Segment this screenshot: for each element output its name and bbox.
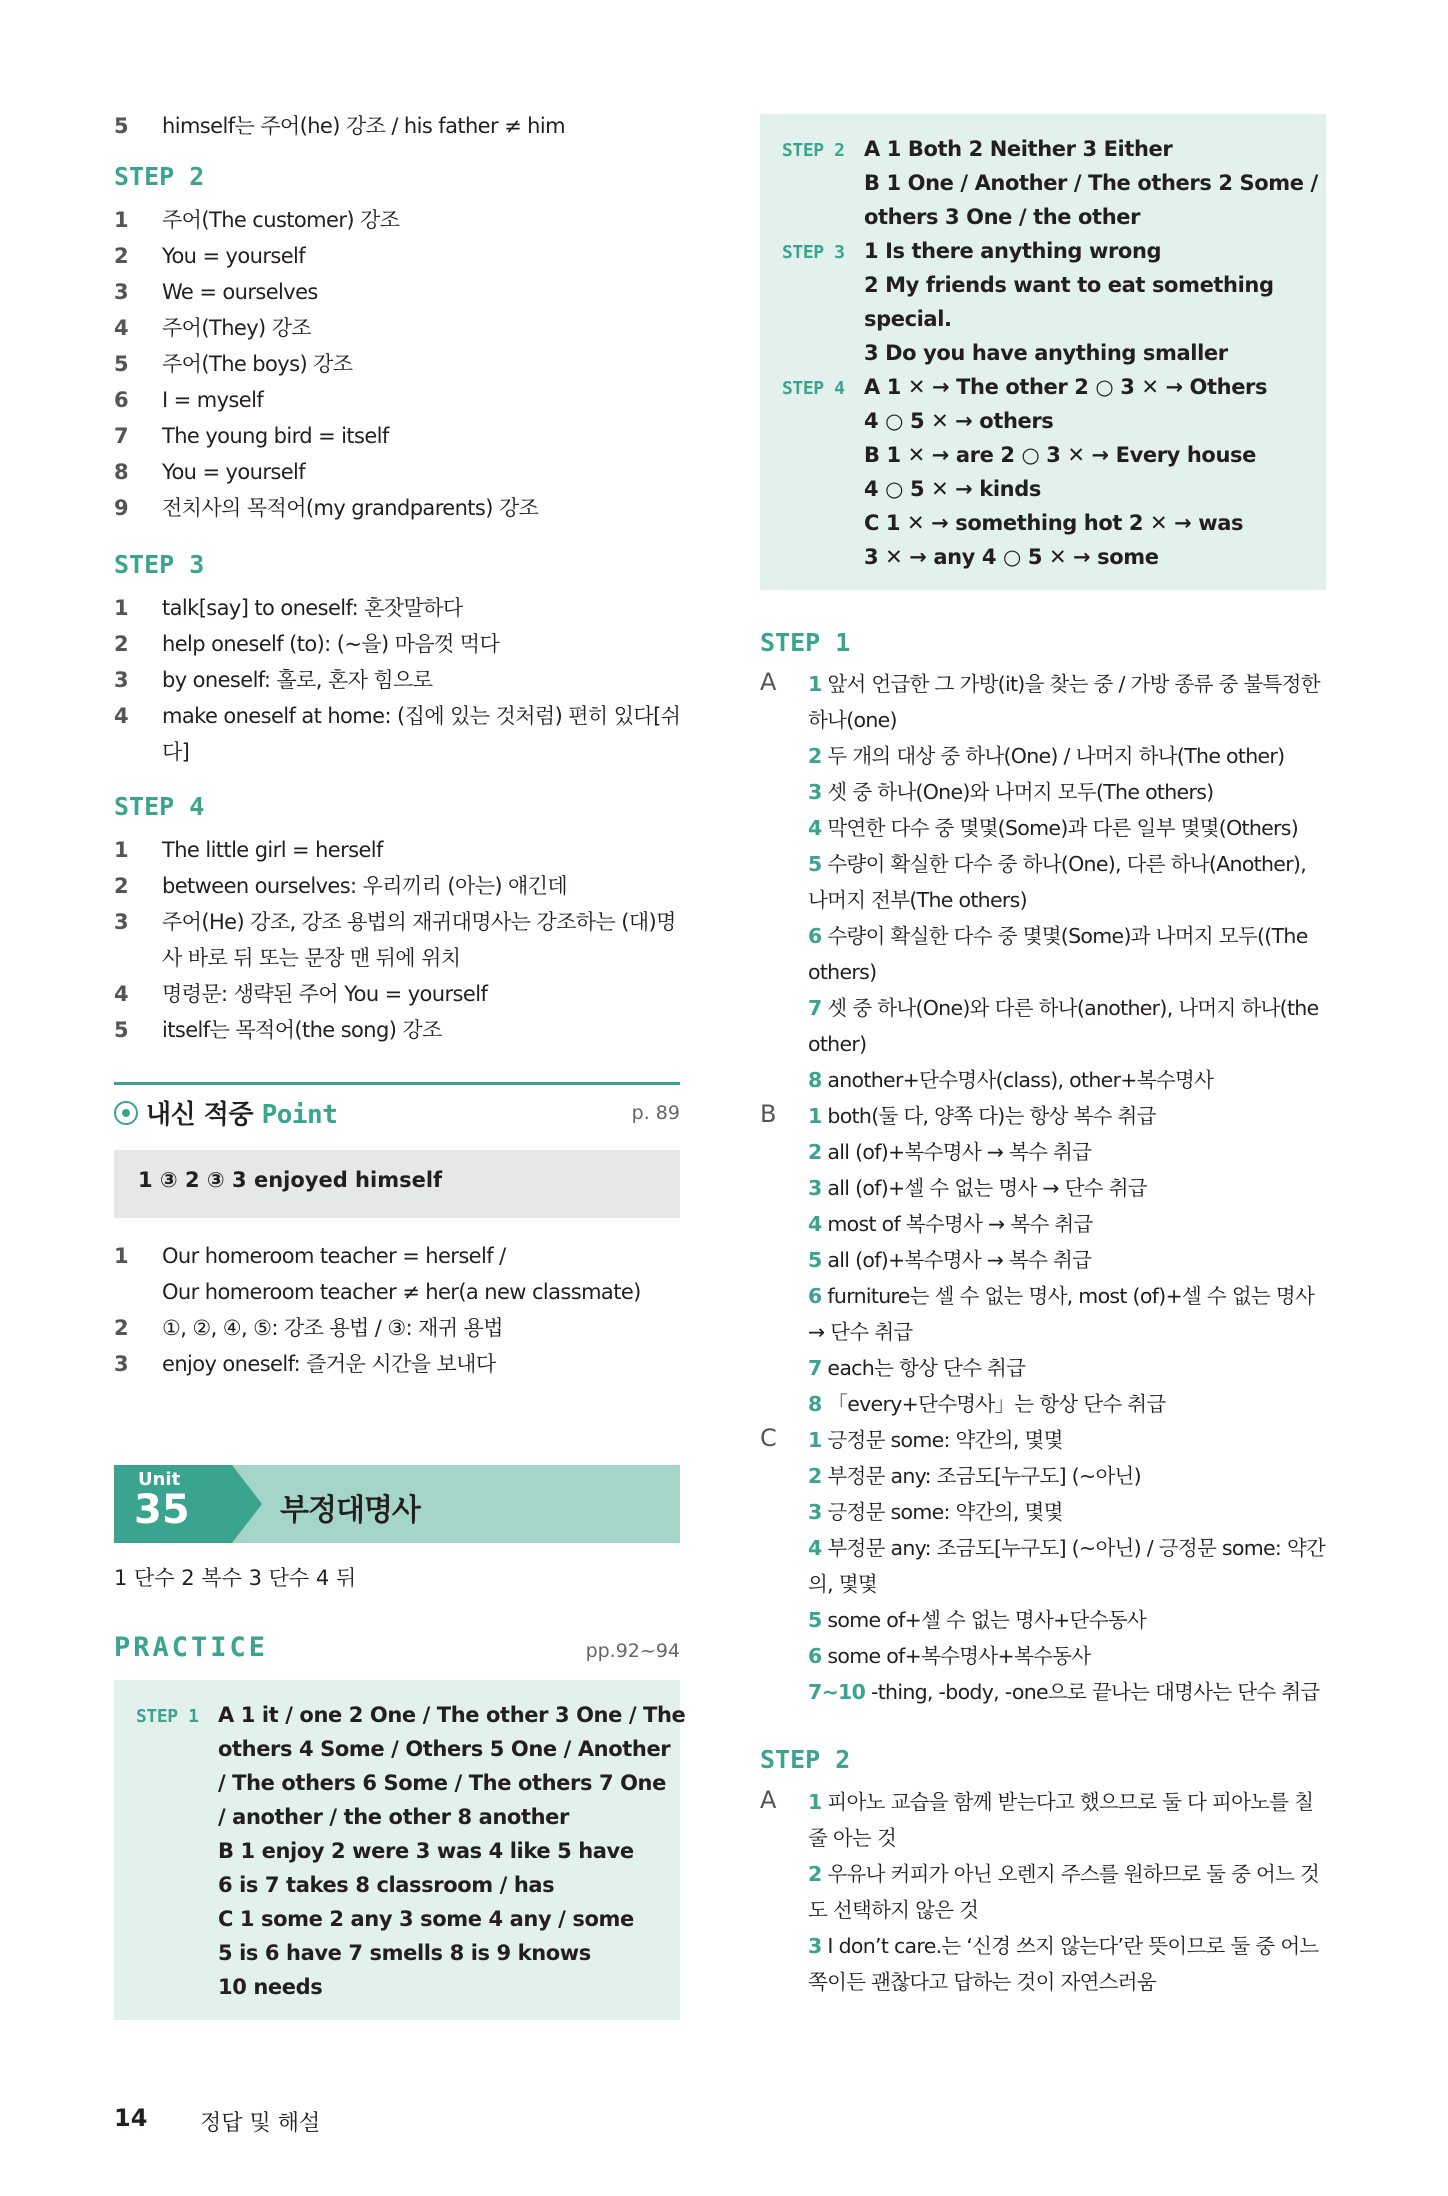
list-item: 7 The young bird = itself (114, 424, 389, 448)
list-item: 1 피아노 교습을 함께 받는다고 했으므로 둘 다 피아노를 칠 (808, 1790, 1314, 1814)
step1-heading: STEP 1 (760, 628, 851, 657)
list-item: 1 주어(The customer) 강조 (114, 208, 400, 232)
page-number: 14 (114, 2104, 148, 2132)
list-item: 8 「every+단수명사」는 항상 단수 취급 (808, 1392, 1166, 1416)
list-item: 2 between ourselves: 우리끼리 (아는) 얘긴데 (114, 874, 568, 898)
answer-line: 1 Is there anything wrong (864, 239, 1162, 263)
list-item: 8 another+단수명사(class), other+복수명사 (808, 1068, 1214, 1092)
list-item: 3 all (of)+셀 수 없는 명사 → 단수 취급 (808, 1176, 1147, 1200)
unit-number: 35 (134, 1487, 190, 1533)
list-item: 3 주어(He) 강조, 강조 용법의 재귀대명사는 강조하는 (대)명 (114, 910, 676, 934)
list-item: 5 수량이 확실한 다수 중 하나(One), 다른 하나(Another), (808, 852, 1307, 876)
list-item: 1 Our homeroom teacher = herself / (114, 1244, 506, 1268)
list-item-continued: 다] (162, 740, 190, 764)
target-icon (114, 1101, 138, 1125)
practice-heading: PRACTICE (114, 1632, 269, 1663)
answer-line: others 4 Some / Others 5 One / Another (218, 1737, 671, 1761)
answer-line: 3 ✕ → any 4 ○ 5 ✕ → some (864, 545, 1159, 569)
list-item: 4 make oneself at home: (집에 있는 것처럼) 편히 있다[쉬 (114, 704, 681, 728)
list-item-continued: 사 바로 뒤 또는 문장 맨 뒤에 위치 (162, 946, 461, 970)
answer-line: B 1 enjoy 2 were 3 was 4 like 5 have (218, 1839, 634, 1863)
list-item: 5 some of+셀 수 없는 명사+단수동사 (808, 1608, 1147, 1632)
answer-line: 10 needs (218, 1975, 323, 1999)
answer-line: A 1 ✕ → The other 2 ○ 3 ✕ → Others (864, 375, 1268, 399)
point-divider (114, 1082, 680, 1085)
list-item-continued: 나머지 전부(The others) (808, 888, 1027, 912)
list-item: 4 most of 복수명사 → 복수 취급 (808, 1212, 1093, 1236)
section-letter-b: B (760, 1100, 777, 1128)
list-item: 5 all (of)+복수명사 → 복수 취급 (808, 1248, 1092, 1272)
list-item-continued: 도 선택하지 않은 것 (808, 1898, 979, 1922)
list-item: 8 You = yourself (114, 460, 306, 484)
section-letter-c: C (760, 1424, 777, 1452)
list-item: 2 두 개의 대상 중 하나(One) / 나머지 하나(The other) (808, 744, 1285, 768)
list-item-continued: → 단수 취급 (808, 1320, 913, 1344)
list-item: 5 itself는 목적어(the song) 강조 (114, 1018, 442, 1042)
footer-label: 정답 및 해설 (200, 2111, 321, 2136)
list-item: 2 부정문 any: 조금도[누구도] (~아닌) (808, 1464, 1141, 1488)
list-item: 7 셋 중 하나(One)와 다른 하나(another), 나머지 하나(the (808, 996, 1319, 1020)
answer-line: / another / the other 8 another (218, 1805, 569, 1829)
practice-answer-box: STEP 1 A 1 it / one 2 One / The other 3 One / The others 4 Some / Others 5 One / Another / The others 6 Some / The others 7 One / another / the other 8 another B 1 enjoy 2 were 3 was 4 like 5 have 6 is 7 takes 8 classroom / has C 1 some 2 any 3 some 4 any / some 5 is 6 have 7 smells 8 is 9 knows 10 needs (114, 1680, 680, 2020)
section-letter-a: A (760, 1786, 777, 1814)
list-item: 4 막연한 다수 중 몇몇(Some)과 다른 일부 몇몇(Others) (808, 816, 1299, 840)
list-item: 5 himself는 주어(he) 강조 / his father ≠ him (114, 114, 565, 138)
step4-heading: STEP 4 (114, 792, 205, 821)
answer-line: 5 is 6 have 7 smells 8 is 9 knows (218, 1941, 591, 1965)
list-item: 1 both(둘 다, 양쪽 다)는 항상 복수 취급 (808, 1104, 1156, 1128)
step2-heading: STEP 2 (760, 1745, 851, 1774)
list-item: 2 You = yourself (114, 244, 306, 268)
list-item: 7 each는 항상 단수 취급 (808, 1356, 1026, 1380)
unit-banner (114, 1465, 680, 1543)
section-letter-a: A (760, 668, 777, 696)
step2-heading: STEP 2 (114, 162, 205, 191)
list-item: 3 by oneself: 홀로, 혼자 힘으로 (114, 668, 433, 692)
list-item-continued: other) (808, 1032, 867, 1056)
unit-notch (232, 1465, 262, 1543)
list-item-continued: 의, 몇몇 (808, 1572, 877, 1596)
answer-line: 4 ○ 5 ✕ → others (864, 409, 1054, 433)
point-answers: 1 ③ 2 ③ 3 enjoyed himself (138, 1168, 443, 1192)
list-item: 1 talk[say] to oneself: 혼잣말하다 (114, 596, 463, 620)
answer-line: special. (864, 307, 952, 331)
answer-line: C 1 ✕ → something hot 2 ✕ → was (864, 511, 1244, 535)
answer-line: 2 My friends want to eat something (864, 273, 1274, 297)
answer-line: B 1 One / Another / The others 2 Some / (864, 171, 1318, 195)
list-item: 6 I = myself (114, 388, 264, 412)
unit-summary: 1 단수 2 복수 3 단수 4 뒤 (114, 1566, 357, 1590)
list-item: 1 The little girl = herself (114, 838, 383, 862)
answer-line: 3 Do you have anything smaller (864, 341, 1228, 365)
unit-title: 부정대명사 (280, 1493, 420, 1528)
page-reference: pp.92~94 (585, 1640, 680, 1662)
list-item: 4 명령문: 생략된 주어 You = yourself (114, 982, 488, 1006)
list-item: 4 주어(They) 강조 (114, 316, 312, 340)
list-item-continued: 줄 아는 것 (808, 1826, 897, 1850)
point-answer-box (114, 1150, 680, 1218)
answer-line: others 3 One / the other (864, 205, 1141, 229)
point-title: 내신 적중 Point (114, 1094, 337, 1131)
list-item-continued: 쪽이든 괜찮다고 답하는 것이 자연스러움 (808, 1970, 1157, 1994)
answer-line: / The others 6 Some / The others 7 One (218, 1771, 666, 1795)
list-item: 2 우유나 커피가 아닌 오렌지 주스를 원하므로 둘 중 어느 것 (808, 1862, 1320, 1886)
list-item: 6 some of+복수명사+복수동사 (808, 1644, 1091, 1668)
list-item: 3 셋 중 하나(One)와 나머지 모두(The others) (808, 780, 1214, 804)
list-item: 1 긍정문 some: 약간의, 몇몇 (808, 1428, 1063, 1452)
answer-line: C 1 some 2 any 3 some 4 any / some (218, 1907, 634, 1931)
list-item-continued: Our homeroom teacher ≠ her(a new classmate) (162, 1280, 641, 1304)
list-item-continued: others) (808, 960, 877, 984)
list-item: 2 all (of)+복수명사 → 복수 취급 (808, 1140, 1092, 1164)
list-item: 6 furniture는 셀 수 없는 명사, most (of)+셀 수 없는 명사 (808, 1284, 1315, 1308)
list-item-continued: 하나(one) (808, 708, 897, 732)
list-item: 2 ①, ②, ④, ⑤: 강조 용법 / ③: 재귀 용법 (114, 1316, 503, 1340)
list-item: 9 전치사의 목적어(my grandparents) 강조 (114, 496, 539, 520)
list-item: 3 We = ourselves (114, 280, 318, 304)
steps-answer-box: STEP 2 A 1 Both 2 Neither 3 Either B 1 One / Another / The others 2 Some / others 3 One / the other STEP 3 1 Is there anything wrong 2 My friends want to eat something special. 3 Do you have anything smaller STEP 4 A 1 ✕ → The other 2 ○ 3 ✕ → Others 4 ○ 5 ✕ → others B 1 ✕ → are 2 ○ 3 ✕ → Every house 4 ○ 5 ✕ → kinds C 1 ✕ → something hot 2 ✕ → was 3 ✕ → any 4 ○ 5 ✕ → some (760, 114, 1326, 590)
unit-tag: Unit 35 (114, 1465, 232, 1543)
list-item: 4 부정문 any: 조금도[누구도] (~아닌) / 긍정문 some: 약간 (808, 1536, 1326, 1560)
list-item: 3 긍정문 some: 약간의, 몇몇 (808, 1500, 1063, 1524)
list-item: 5 주어(The boys) 강조 (114, 352, 353, 376)
list-item: 6 수량이 확실한 다수 중 몇몇(Some)과 나머지 모두((The (808, 924, 1308, 948)
list-item: 1 앞서 언급한 그 가방(it)을 찾는 중 / 가방 종류 중 불특정한 (808, 672, 1320, 696)
answer-line: A 1 it / one 2 One / The other 3 One / The (218, 1703, 686, 1727)
list-item: 3 enjoy oneself: 즐거운 시간을 보내다 (114, 1352, 496, 1376)
answer-line: B 1 ✕ → are 2 ○ 3 ✕ → Every house (864, 443, 1256, 467)
answer-line: A 1 Both 2 Neither 3 Either (864, 137, 1173, 161)
list-item: 7~10 -thing, -body, -one으로 끝나는 대명사는 단수 취급 (808, 1680, 1320, 1704)
answer-line: 6 is 7 takes 8 classroom / has (218, 1873, 555, 1897)
list-item: 2 help oneself (to): (~을) 마음껏 먹다 (114, 632, 500, 656)
answer-line: 4 ○ 5 ✕ → kinds (864, 477, 1041, 501)
step3-heading: STEP 3 (114, 550, 205, 579)
list-item: 3 I don’t care.는 ‘신경 쓰지 않는다’란 뜻이므로 둘 중 어느 (808, 1934, 1319, 1958)
page-reference: p. 89 (631, 1102, 680, 1124)
